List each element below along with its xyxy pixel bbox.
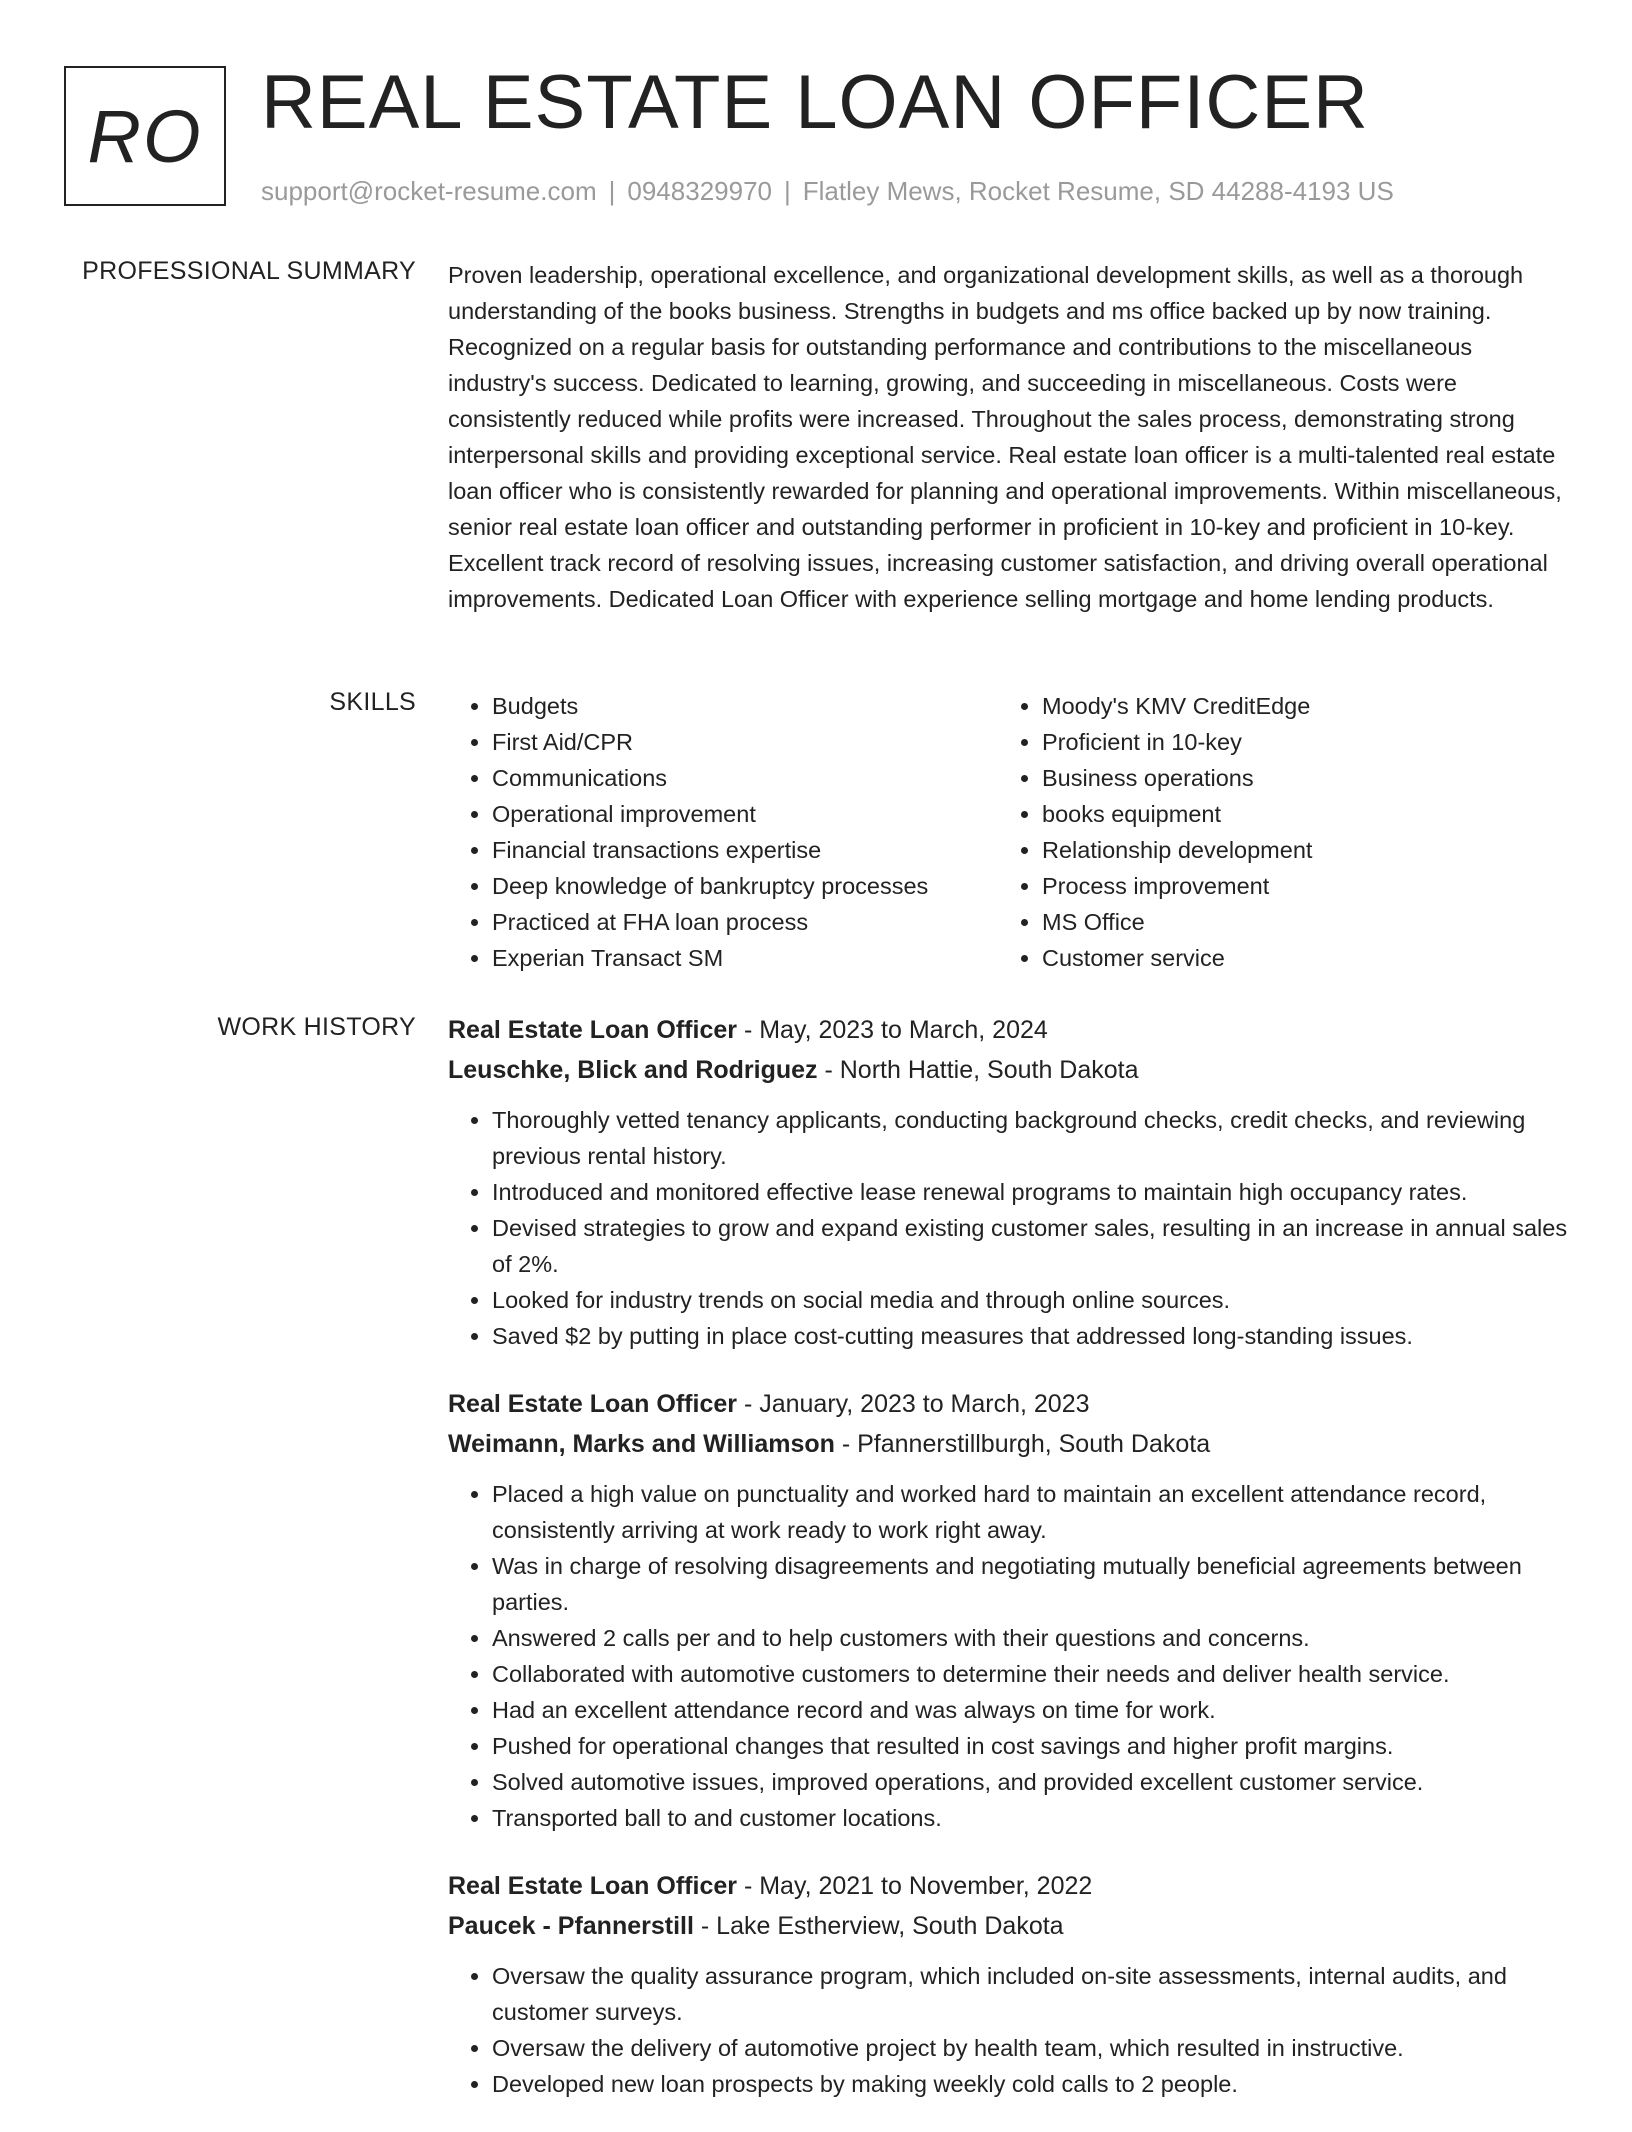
skills-label: SKILLS	[329, 688, 416, 716]
job-bullet: • Was in charge of resolving disagreements and negotiating mutually beneficial agreements between parties.	[492, 1548, 1568, 1620]
page-title: REAL ESTATE LOAN OFFICER	[261, 60, 1369, 145]
job-entry	[448, 1384, 1568, 1836]
job-company-line	[448, 1424, 1568, 1464]
contact-phone: 0948329970	[627, 176, 772, 206]
skill-item: • Relationship development	[1042, 832, 1548, 868]
skill-item: • Experian Transact SM	[492, 940, 998, 976]
job-dates: - May, 2021 to November, 2022	[743, 1872, 1093, 1900]
job-entry	[448, 1010, 1568, 1354]
job-bullet: • Saved $2 by putting in place cost-cutting measures that addressed long-standing issues.	[492, 1318, 1568, 1354]
skill-item: • Process improvement	[1042, 868, 1548, 904]
job-bullet: • Oversaw the quality assurance program, which included on-site assessments, internal audits, and customer surveys.	[492, 1958, 1568, 2030]
job-dates: - May, 2023 to March, 2024	[743, 1016, 1048, 1044]
summary-section	[448, 257, 1568, 617]
contact-line	[261, 176, 1394, 207]
contact-address: Flatley Mews, Rocket Resume, SD 44288-4193 US	[802, 176, 1394, 206]
job-company: Weimann, Marks and Williamson	[448, 1430, 835, 1458]
job-entry	[448, 1866, 1568, 2102]
job-bullet: • Looked for industry trends on social media and through online sources.	[492, 1282, 1568, 1318]
contact-email: support@rocket-resume.com	[261, 176, 597, 206]
job-title: Real Estate Loan Officer	[448, 1390, 737, 1418]
job-location: - Lake Estherview, South Dakota	[700, 1912, 1064, 1940]
job-bullet: • Transported ball to and customer locations.	[492, 1800, 1568, 1836]
job-bullet: • Answered 2 calls per and to help customers with their questions and concerns.	[492, 1620, 1568, 1656]
skill-item: • Business operations	[1042, 760, 1548, 796]
skill-item: • Deep knowledge of bankruptcy processes	[492, 868, 998, 904]
skill-item: • Customer service	[1042, 940, 1548, 976]
job-bullet: • Solved automotive issues, improved operations, and provided excellent customer service.	[492, 1764, 1568, 1800]
contact-separator: |	[784, 176, 791, 206]
skill-item: • Communications	[492, 760, 998, 796]
job-bullets	[448, 1476, 1568, 1836]
job-title-line	[448, 1010, 1568, 1050]
work-history-section	[448, 1010, 1568, 2132]
job-bullet: • Thoroughly vetted tenancy applicants, conducting background checks, credit checks, and reviewing previous rental history.	[492, 1102, 1568, 1174]
job-location: - North Hattie, South Dakota	[824, 1056, 1139, 1084]
skill-item: • Practiced at FHA loan process	[492, 904, 998, 940]
skill-item: • books equipment	[1042, 796, 1548, 832]
job-bullet: • Developed new loan prospects by making weekly cold calls to 2 people.	[492, 2066, 1568, 2102]
skill-item: • Budgets	[492, 688, 998, 724]
summary-label: PROFESSIONAL SUMMARY	[82, 257, 416, 285]
job-bullet: • Placed a high value on punctuality and worked hard to maintain an excellent attendance record, consistently arriving at work ready to work right away.	[492, 1476, 1568, 1548]
skills-column-right	[998, 688, 1548, 976]
job-bullet: • Pushed for operational changes that resulted in cost savings and higher profit margins.	[492, 1728, 1568, 1764]
job-title: Real Estate Loan Officer	[448, 1016, 737, 1044]
work-history-label: WORK HISTORY	[217, 1013, 416, 1041]
skill-item: • MS Office	[1042, 904, 1548, 940]
job-company-line	[448, 1906, 1568, 1946]
skill-item: • Moody's KMV CreditEdge	[1042, 688, 1548, 724]
job-bullet: • Oversaw the delivery of automotive project by health team, which resulted in instructive.	[492, 2030, 1568, 2066]
job-company-line	[448, 1050, 1568, 1090]
skills-section	[448, 688, 1568, 976]
job-company: Leuschke, Blick and Rodriguez	[448, 1056, 818, 1084]
job-location: - Pfannerstillburgh, South Dakota	[841, 1430, 1211, 1458]
job-bullets	[448, 1958, 1568, 2102]
job-bullet: • Had an excellent attendance record and was always on time for work.	[492, 1692, 1568, 1728]
summary-text: Proven leadership, operational excellence, and organizational development skills, as well as a thorough understanding of the books business. Strengths in budgets and ms office backed up by now training. Recognized on a regular basis for outstanding performance and contributions to the miscellaneous industry's success. Dedicated to learning, growing, and succeeding in miscellaneous. Costs were consistently reduced while profits were increased. Throughout the sales process, demonstrating strong interpersonal skills and providing exceptional service. Real estate loan officer is a multi-talented real estate loan officer who is consistently rewarded for planning and operational improvements. Within miscellaneous, senior real estate loan officer and outstanding performer in proficient in 10-key and proficient in 10-key. Excellent track record of resolving issues, increasing customer satisfaction, and driving overall operational improvements. Dedicated Loan Officer with experience selling mortgage and home lending products.	[448, 262, 1562, 612]
job-bullet: • Introduced and monitored effective lease renewal programs to maintain high occupancy rates.	[492, 1174, 1568, 1210]
job-company: Paucek - Pfannerstill	[448, 1912, 694, 1940]
job-title-line	[448, 1384, 1568, 1424]
monogram-badge: RO	[64, 66, 226, 206]
skills-column-left	[448, 688, 998, 976]
job-title: Real Estate Loan Officer	[448, 1872, 737, 1900]
skill-item: • Proficient in 10-key	[1042, 724, 1548, 760]
job-title-line	[448, 1866, 1568, 1906]
job-dates: - January, 2023 to March, 2023	[743, 1390, 1090, 1418]
skill-item: • First Aid/CPR	[492, 724, 998, 760]
job-bullet: • Collaborated with automotive customers to determine their needs and deliver health service.	[492, 1656, 1568, 1692]
skill-item: • Financial transactions expertise	[492, 832, 998, 868]
job-bullet: • Devised strategies to grow and expand existing customer sales, resulting in an increase in annual sales of 2%.	[492, 1210, 1568, 1282]
skill-item: • Operational improvement	[492, 796, 998, 832]
job-bullets	[448, 1102, 1568, 1354]
contact-separator: |	[608, 176, 616, 206]
